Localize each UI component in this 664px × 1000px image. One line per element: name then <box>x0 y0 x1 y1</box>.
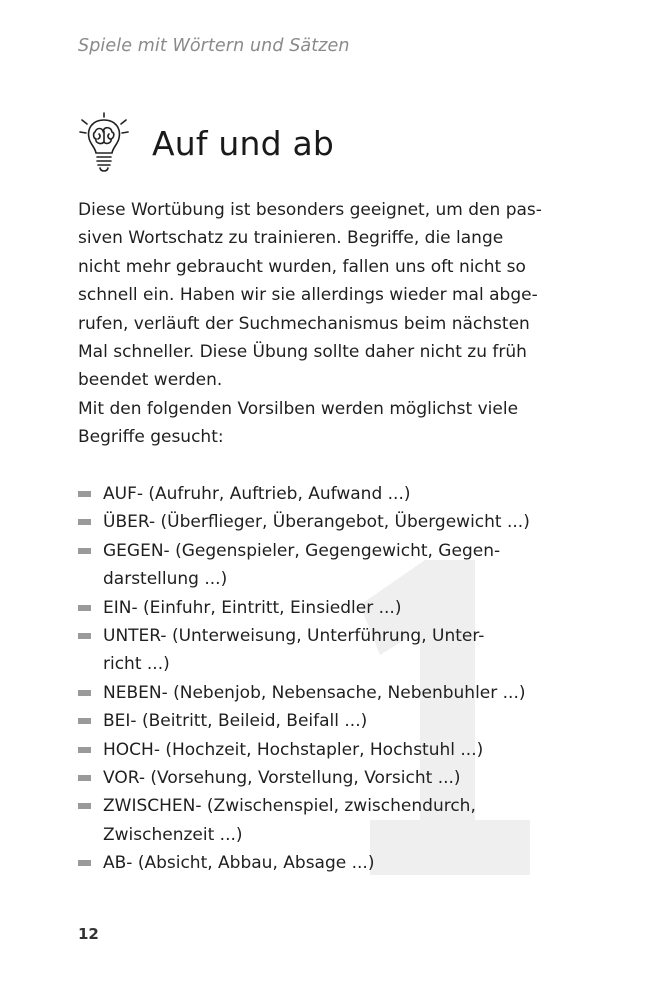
prefix-list <box>78 480 588 878</box>
lightbulb-brain-icon <box>78 112 130 174</box>
list-item: HOCH- (Hochzeit, Hochstapler, Hochstuhl ...) <box>78 736 588 764</box>
page-number: 12 <box>78 925 99 943</box>
list-item: BEI- (Beitritt, Beileid, Beifall ...) <box>78 707 588 735</box>
paragraph-1: Diese Wortübung ist besonders geeignet, um den pas- siven Wortschatz zu trainieren. Begriffe, die lange nicht mehr gebraucht wurden, fallen uns oft nicht so schnell ein. Haben wir sie allerdings wieder mal abge- rufen, verläuft der Suchmechanismus beim nächsten Mal schneller. Diese Übung sollte daher nicht zu früh beendet werden. <box>78 200 542 391</box>
bullet-icon <box>78 605 91 611</box>
page-title: Auf und ab <box>152 123 335 163</box>
list-item: AUF- (Aufruhr, Auftrieb, Aufwand ...) <box>78 480 588 508</box>
bullet-icon <box>78 718 91 724</box>
list-item: NEBEN- (Nebenjob, Nebensache, Nebenbuhler ...) <box>78 679 588 707</box>
bullet-icon <box>78 690 91 696</box>
list-item: AB- (Absicht, Abbau, Absage ...) <box>78 849 588 877</box>
list-item: VOR- (Vorsehung, Vorstellung, Vorsicht ...) <box>78 764 588 792</box>
bullet-icon <box>78 775 91 781</box>
running-head: Spiele mit Wörtern und Sätzen <box>78 36 350 56</box>
intro-paragraph <box>78 196 568 452</box>
list-item: ZWISCHEN- (Zwischenspiel, zwischendurch, Zwischenzeit ...) <box>78 792 588 849</box>
paragraph-2: Mit den folgenden Vorsilben werden möglichst viele Begriffe gesucht: <box>78 398 519 448</box>
bullet-icon <box>78 519 91 525</box>
bullet-icon <box>78 548 91 554</box>
bullet-icon <box>78 803 91 809</box>
bullet-icon <box>78 747 91 753</box>
bullet-icon <box>78 860 91 866</box>
list-item: UNTER- (Unterweisung, Unterführung, Unter- richt ...) <box>78 622 588 679</box>
title-row <box>78 112 334 174</box>
list-item: GEGEN- (Gegenspieler, Gegengewicht, Gegen- darstellung ...) <box>78 537 588 594</box>
list-item: EIN- (Einfuhr, Eintritt, Einsiedler ...) <box>78 594 588 622</box>
bullet-icon <box>78 491 91 497</box>
bullet-icon <box>78 633 91 639</box>
list-item: ÜBER- (Überflieger, Überangebot, Übergewicht ...) <box>78 508 588 536</box>
